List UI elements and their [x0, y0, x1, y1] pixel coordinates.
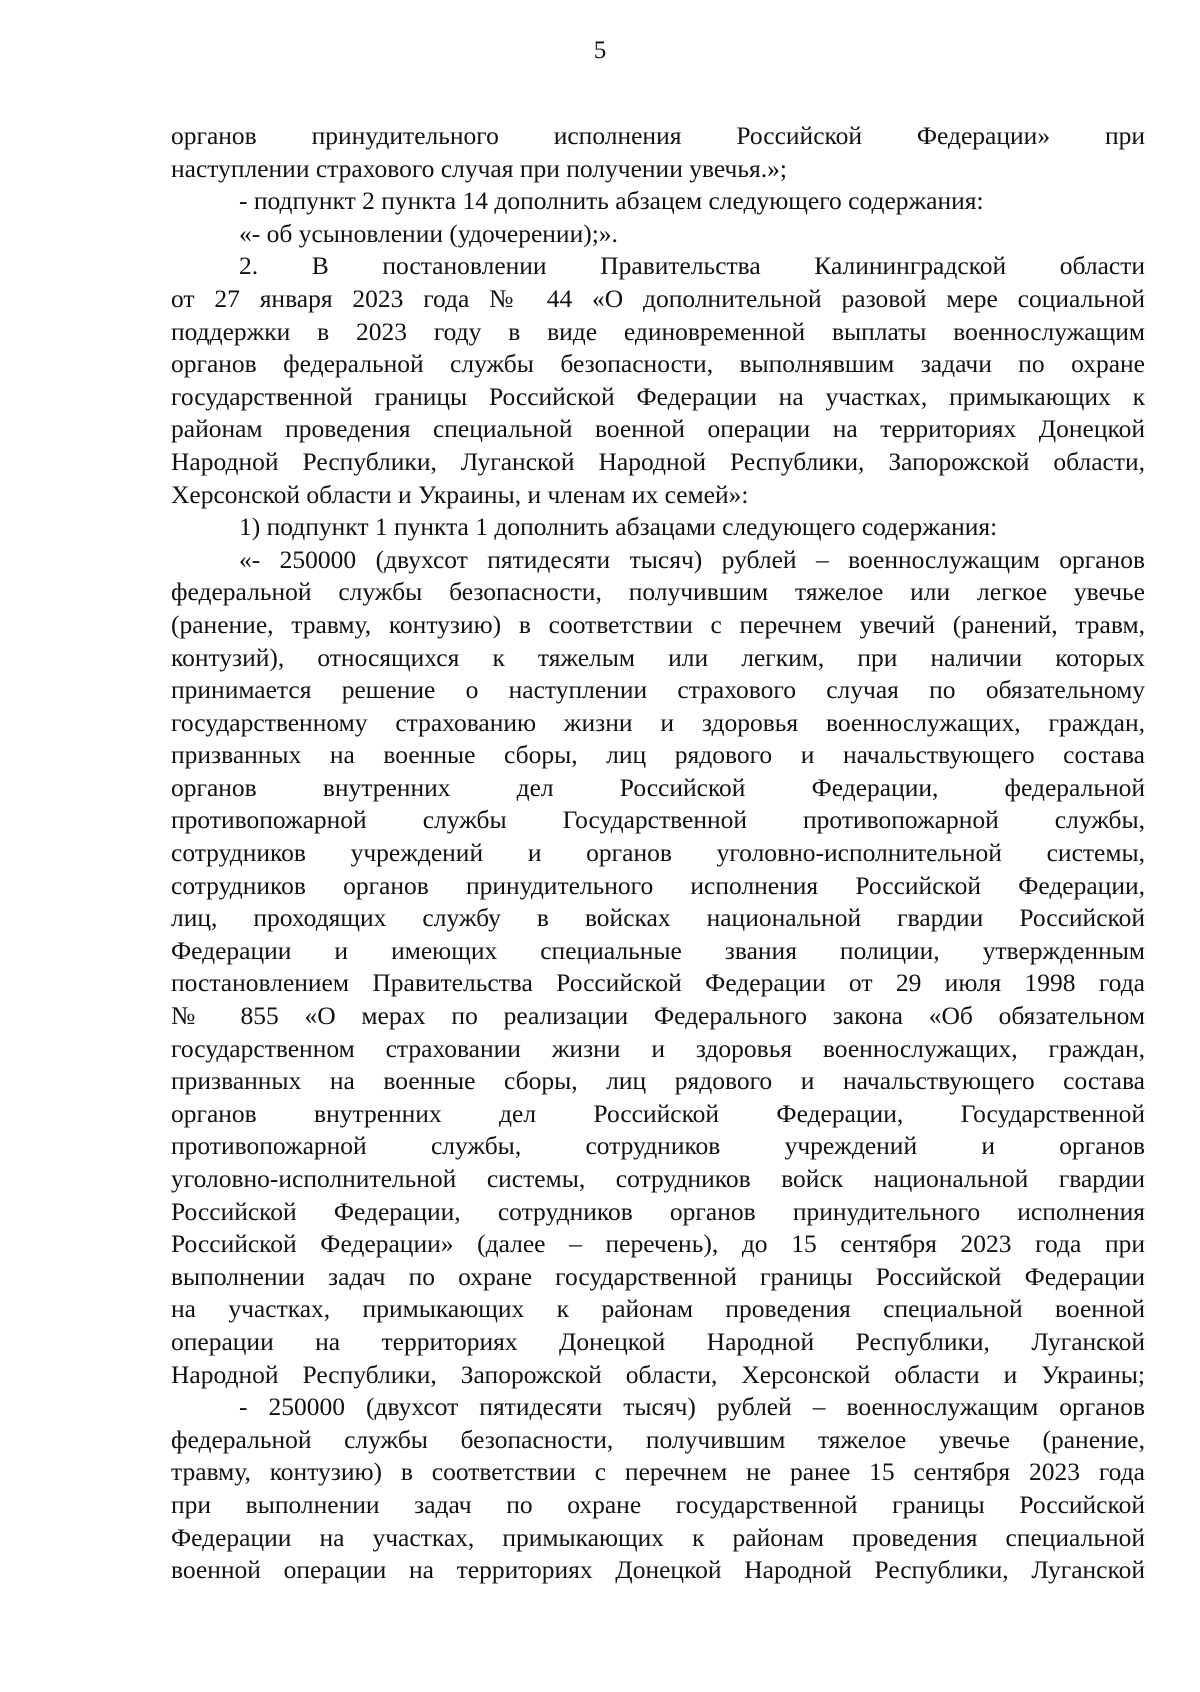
- text-line: противопожарной службы Государственной противопожарной службы,: [171, 805, 1145, 835]
- text-line: наступлении страхового случая при получении увечья.»;: [171, 153, 787, 183]
- text-line: лиц, проходящих службу в войсках национальной гвардии Российской: [171, 903, 1145, 933]
- text-line: уголовно-исполнительной системы, сотрудников войск национальной гвардии: [171, 1164, 1145, 1193]
- text-line: сотрудников органов принудительного исполнения Российской Федерации,: [171, 870, 1145, 900]
- page-number: 5: [593, 37, 607, 64]
- text-line: органов внутренних дел Российской Федерации, Государственной: [171, 1098, 1145, 1128]
- text-line: Херсонской области и Украины, и членам их семей»:: [171, 479, 749, 509]
- text-line: «- об усыновлении (удочерении);».: [239, 218, 618, 248]
- text-line: государственному страхованию жизни и здоровья военнослужащих, граждан,: [171, 707, 1145, 737]
- text-line: 2. В постановлении Правительства Калининградской области: [239, 251, 1145, 281]
- text-line: Российской Федерации, сотрудников органов принудительного исполнения: [171, 1196, 1145, 1226]
- text-line: 1) подпункт 1 пункта 1 дополнить абзацами следующего содержания:: [239, 512, 998, 542]
- text-line: (ранение, травму, контузию) в соответствии с перечнем увечий (ранений, травм,: [171, 609, 1145, 639]
- text-line: районам проведения специальной военной операции на территориях Донецкой: [171, 414, 1145, 444]
- text-line: - 250000 (двухсот пятидесяти тысяч) рублей – военнослужащим органов: [239, 1392, 1145, 1422]
- text-line: Народной Республики, Запорожской области, Херсонской области и Украины;: [171, 1359, 1145, 1389]
- text-line: выполнении задач по охране государственной границы Российской Федерации: [171, 1261, 1145, 1291]
- text-line: государственной границы Российской Федерации на участках, примыкающих к: [171, 381, 1145, 411]
- text-line: от 27 января 2023 года № 44 «О дополнительной разовой мере социальной: [171, 283, 1145, 313]
- text-line: призванных на военные сборы, лиц рядового и начальствующего состава: [171, 1066, 1145, 1096]
- text-line: поддержки в 2023 году в виде единовременной выплаты военнослужащим: [171, 316, 1145, 346]
- text-line: принимается решение о наступлении страхового случая по обязательному: [171, 675, 1145, 705]
- text-line: органов федеральной службы безопасности, выполнявшим задачи по охране: [171, 349, 1145, 379]
- text-line: - подпункт 2 пункта 14 дополнить абзацем следующего содержания:: [239, 186, 984, 216]
- text-line: травму, контузию) в соответствии с перечнем не ранее 15 сентября 2023 года: [171, 1457, 1145, 1487]
- text-line: «- 250000 (двухсот пятидесяти тысяч) рублей – военнослужащим органов: [239, 544, 1145, 574]
- text-line: Народной Республики, Луганской Народной Республики, Запорожской области,: [171, 446, 1145, 476]
- text-line: государственном страховании жизни и здоровья военнослужащих, граждан,: [171, 1033, 1145, 1063]
- text-line: органов принудительного исполнения Российской Федерации» при: [171, 121, 1145, 150]
- text-line: военной операции на территориях Донецкой Народной Республики, Луганской: [171, 1555, 1145, 1585]
- text-line: федеральной службы безопасности, получившим тяжелое увечье (ранение,: [171, 1424, 1145, 1454]
- text-line: постановлением Правительства Российской Федерации от 29 июля 1998 года: [171, 968, 1145, 998]
- text-line: противопожарной службы, сотрудников учреждений и органов: [171, 1131, 1145, 1161]
- document-body: [171, 120, 1145, 1587]
- text-line: операции на территориях Донецкой Народной Республики, Луганской: [171, 1326, 1145, 1356]
- text-line: призванных на военные сборы, лиц рядового и начальствующего состава: [171, 740, 1145, 770]
- text-line: Российской Федерации» (далее – перечень), до 15 сентября 2023 года при: [171, 1229, 1145, 1259]
- text-line: при выполнении задач по охране государственной границы Российской: [171, 1489, 1145, 1519]
- text-line: сотрудников учреждений и органов уголовно-исполнительной системы,: [171, 838, 1145, 868]
- text-line: на участках, примыкающих к районам проведения специальной военной: [171, 1294, 1145, 1324]
- text-line: Федерации на участках, примыкающих к районам проведения специальной: [171, 1522, 1145, 1552]
- text-line: контузий), относящихся к тяжелым или легким, при наличии которых: [171, 642, 1145, 672]
- text-line: Федерации и имеющих специальные звания полиции, утвержденным: [171, 935, 1145, 965]
- text-line: федеральной службы безопасности, получившим тяжелое или легкое увечье: [171, 577, 1145, 607]
- text-line: № 855 «О мерах по реализации Федерального закона «Об обязательном: [171, 1001, 1145, 1031]
- text-line: органов внутренних дел Российской Федерации, федеральной: [171, 772, 1145, 802]
